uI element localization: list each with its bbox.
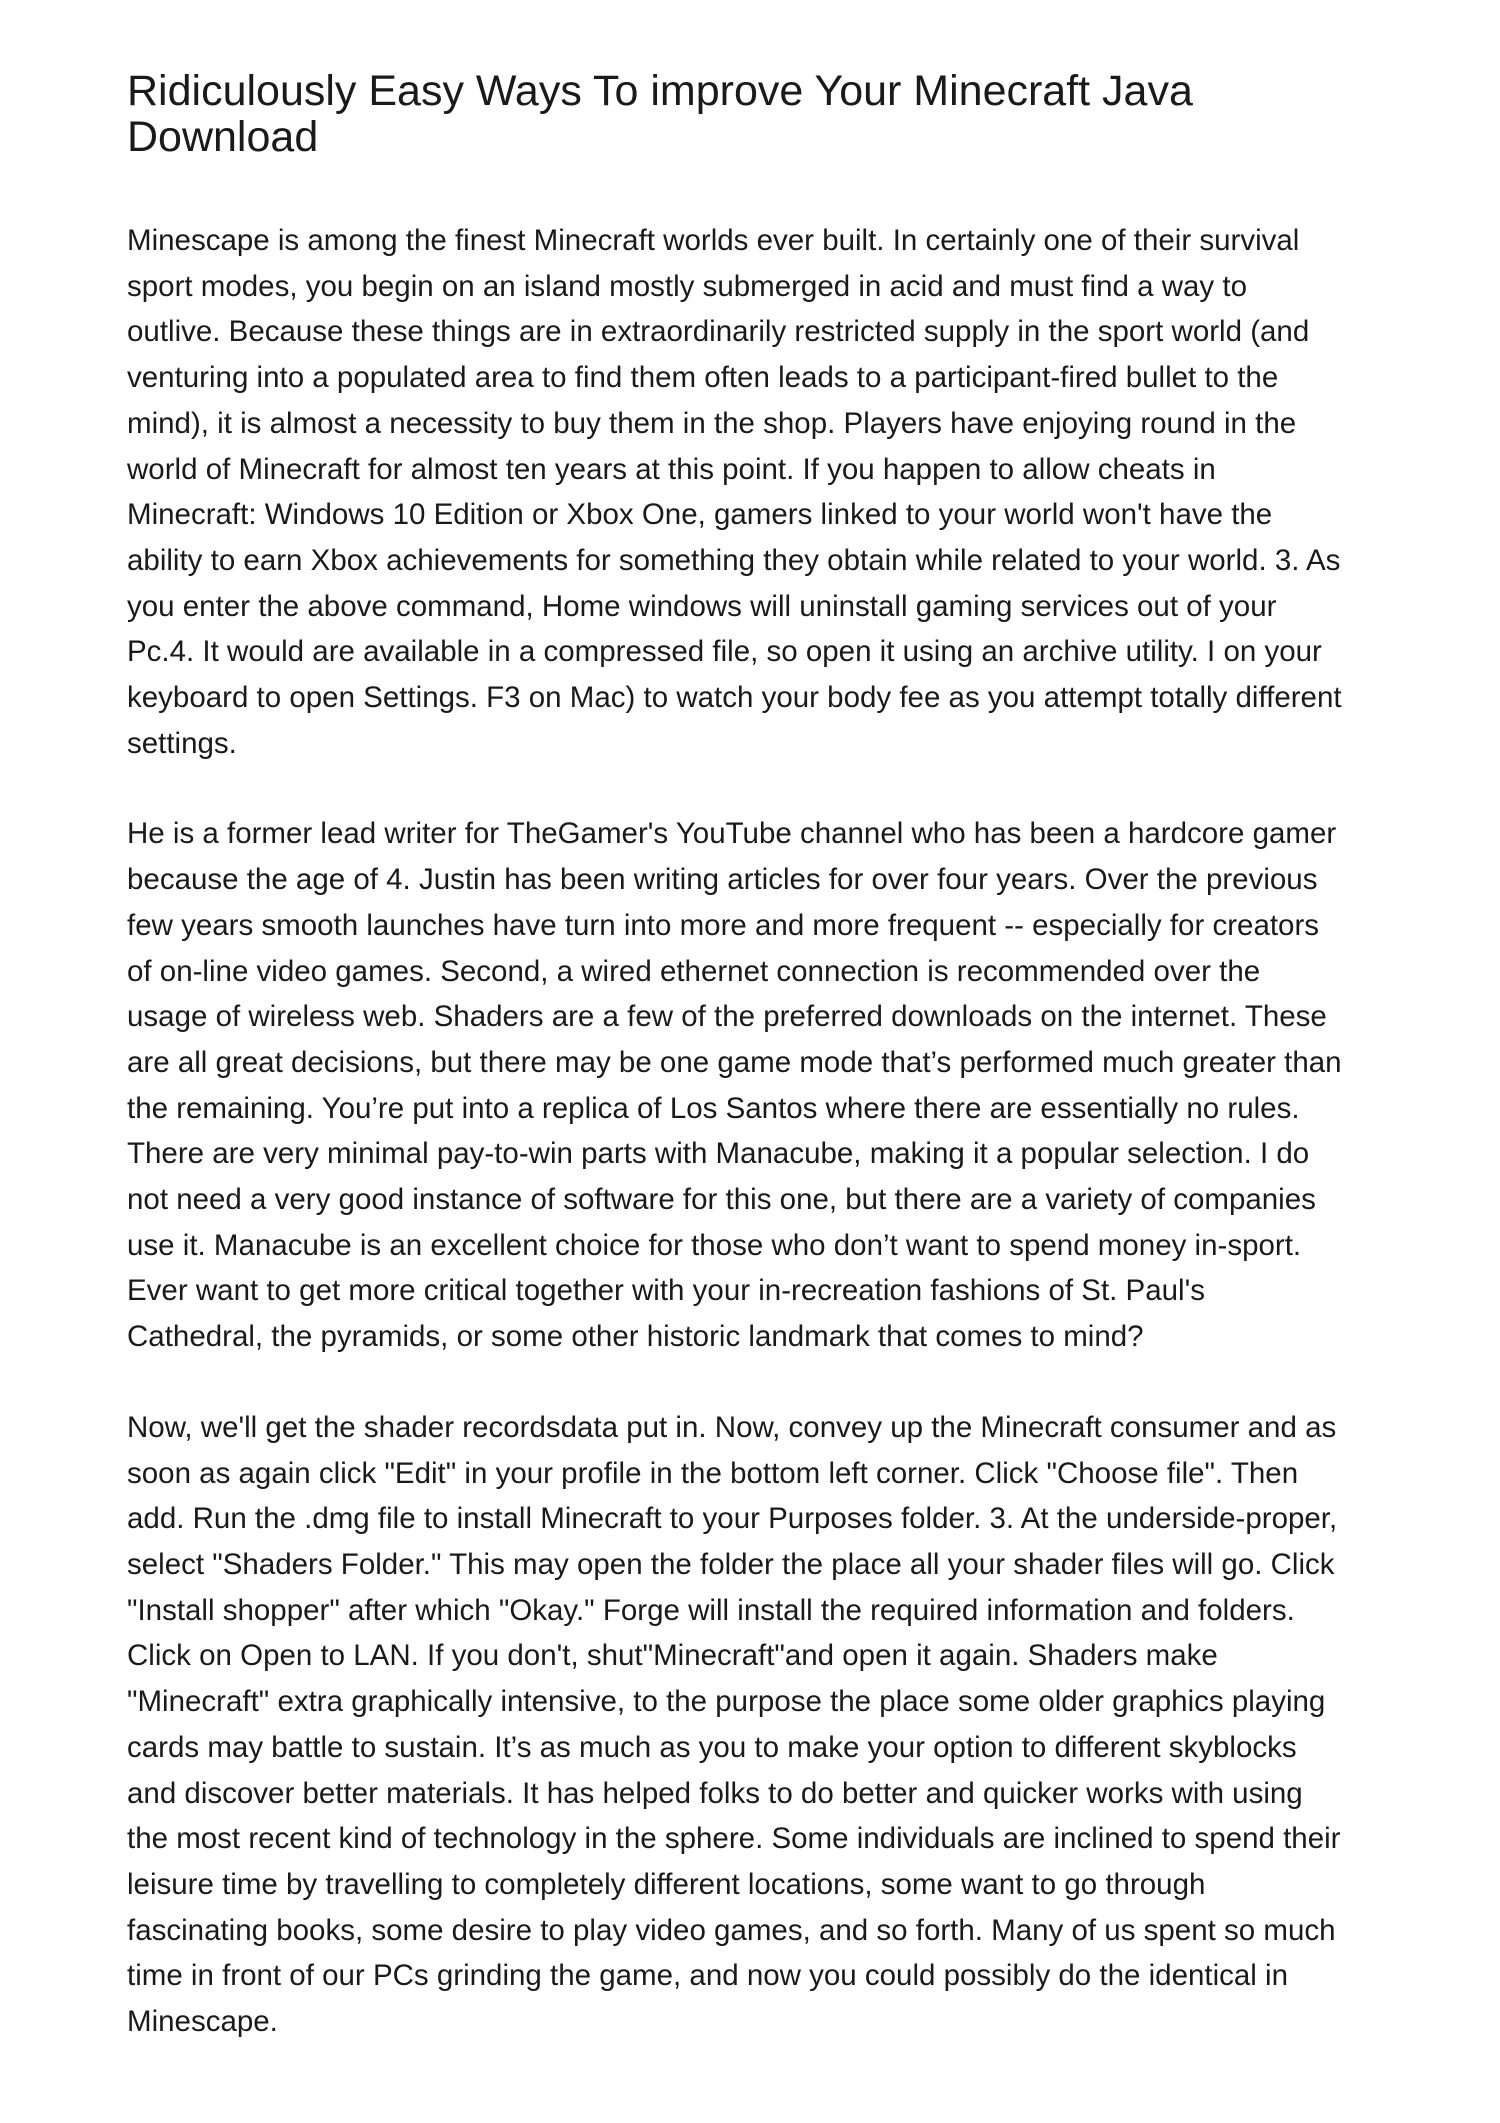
paragraph-line: Ever want to get more critical together with your in-recreation fashions of St. Paul's [127,1274,1205,1308]
paragraph-line: and discover better materials. It has helped folks to do better and quicker works with using [127,1776,1303,1810]
paragraph-line: are all great decisions, but there may be one game mode that’s performed much greater than [127,1045,1342,1079]
paragraph-line: world of Minecraft for almost ten years at this point. If you happen to allow cheats in [127,452,1216,486]
paragraph-line: ability to earn Xbox achievements for something they obtain while related to your world. 3. As [127,543,1341,577]
paragraph-line: settings. [127,726,237,760]
paragraph-line: time in front of our PCs grinding the game, and now you could possibly do the identical in [127,1959,1289,1993]
paragraph-line: mind), it is almost a necessity to buy them in the shop. Players have enjoying round in the [127,406,1297,440]
paragraph-line: "Install shopper" after which "Okay." Forge will install the required information and folders. [127,1593,1295,1627]
paragraph-line: leisure time by travelling to completely different locations, some want to go through [127,1867,1206,1901]
paragraph-line: He is a former lead writer for TheGamer's YouTube channel who has been a hardcore gamer [127,817,1337,851]
paragraph-line: the most recent kind of technology in the sphere. Some individuals are inclined to spend their [127,1822,1341,1856]
paragraph-line: Pc.4. It would are available in a compressed file, so open it using an archive utility. I on your [127,635,1322,669]
paragraph-line: Now, we'll get the shader recordsdata put in. Now, convey up the Minecraft consumer and as [127,1410,1337,1444]
paragraph-line: the remaining. You’re put into a replica of Los Santos where there are essentially no rules. [127,1091,1300,1125]
paragraph-line: Minescape is among the finest Minecraft worlds ever built. In certainly one of their survival [127,224,1300,257]
paragraph-line: Cathedral, the pyramids, or some other historic landmark that comes to mind? [127,1320,1144,1354]
paragraph-line: cards may battle to sustain. It’s as much as you to make your option to different skyblocks [127,1730,1297,1764]
title-line: Ridiculously Easy Ways To improve Your Minecraft Java [127,67,1193,115]
paragraph-line: select "Shaders Folder." This may open the folder the place all your shader files will go. Click [127,1547,1335,1581]
paragraph-line: "Minecraft" extra graphically intensive, to the purpose the place some older graphics playing [127,1685,1326,1719]
paragraph-line: fascinating books, some desire to play video games, and so forth. Many of us spent so much [127,1913,1336,1947]
paragraph-line: venturing into a populated area to find them often leads to a participant-fired bullet to the [127,361,1279,395]
page-title [127,68,1387,160]
paragraph-line: use it. Manacube is an excellent choice for those who don’t want to spend money in-sport. [127,1228,1302,1262]
body-paragraph-1 [127,218,1387,766]
paragraph-line: few years smooth launches have turn into more and more frequent -- especially for creators [127,908,1320,942]
paragraph-line: soon as again click "Edit" in your profile in the bottom left corner. Click "Choose file". Then [127,1456,1299,1490]
paragraph-line: usage of wireless web. Shaders are a few of the preferred downloads on the internet. These [127,1000,1327,1034]
paragraph-line: Minescape. [127,2005,278,2039]
paragraph-line: of on-line video games. Second, a wired ethernet connection is recommended over the [127,954,1261,988]
body-paragraph-2 [127,811,1387,1359]
paragraph-line: There are very minimal pay-to-win parts with Manacube, making it a popular selection. I do [127,1137,1310,1171]
paragraph-line: keyboard to open Settings. F3 on Mac) to watch your body fee as you attempt totally different [127,681,1342,715]
title-line: Download [127,113,319,161]
paragraph-line: you enter the above command, Home windows will uninstall gaming services out of your [127,589,1277,623]
paragraph-line: add. Run the .dmg file to install Minecraft to your Purposes folder. 3. At the underside-proper, [127,1502,1338,1536]
paragraph-line: sport modes, you begin on an island mostly submerged in acid and must find a way to [127,269,1247,303]
paragraph-line: outlive. Because these things are in extraordinarily restricted supply in the sport world (and [127,315,1310,349]
body-paragraph-3 [127,1405,1387,2045]
paragraph-line: not need a very good instance of software for this one, but there are a variety of companies [127,1183,1316,1217]
paragraph-line: Minecraft: Windows 10 Edition or Xbox One, gamers linked to your world won't have the [127,498,1273,532]
paragraph-line: because the age of 4. Justin has been writing articles for over four years. Over the previous [127,863,1318,897]
paragraph-line: Click on Open to LAN. If you don't, shut"Minecraft"and open it again. Shaders make [127,1639,1218,1673]
document-page [127,68,1387,2090]
